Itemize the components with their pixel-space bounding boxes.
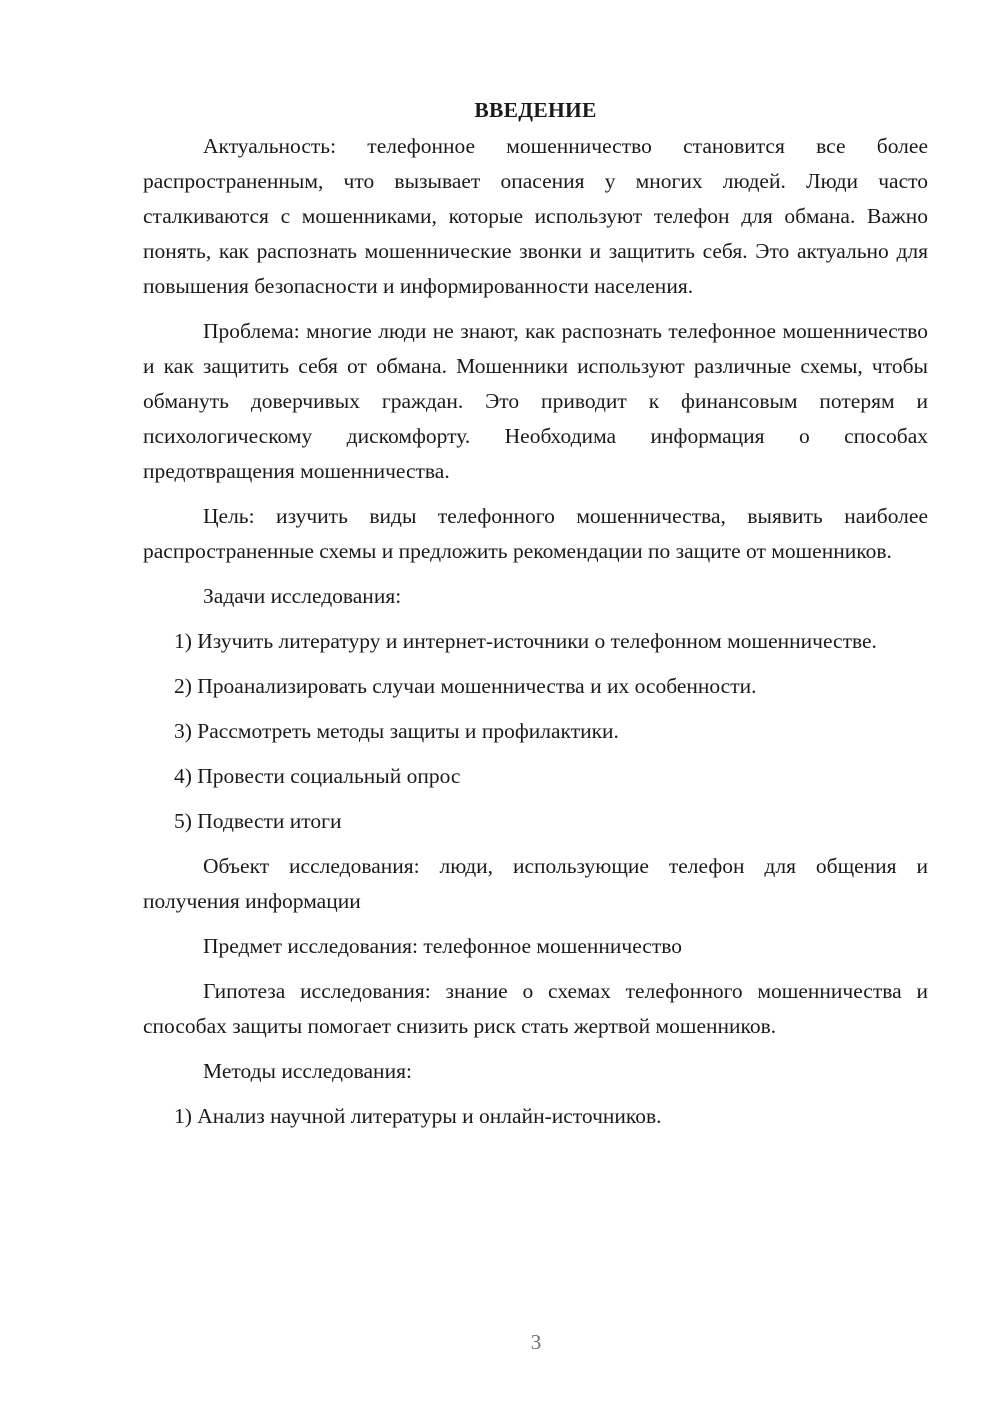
paragraph-subject: Предмет исследования: телефонное мошенничество — [203, 934, 682, 958]
document-page — [143, 92, 928, 1144]
paragraph-object: Объект исследования: люди, использующие телефон для общения и получения информации — [143, 854, 928, 913]
paragraph-relevance: Актуальность: телефонное мошенничество становится все более распространенным, что вызывает опасения у многих людей. Люди часто сталкиваются с мошенниками, которые используют телефон для обмана. Важно понять, как распознать мошеннические звонки и защитить себя. Это актуально для повышения безопасности и информированности населения. — [143, 134, 928, 298]
paragraph-problem: Проблема: многие люди не знают, как распознать телефонное мошенничество и как защитить себя от обмана. Мошенники используют различные схемы, чтобы обмануть доверчивых граждан. Это приводит к финансовым потерям и психологическому дискомфорту. Необходима информация о способах предотвращения мошенничества. — [143, 319, 928, 483]
list-item: 5) Подвести итоги — [174, 809, 342, 833]
paragraph-methods-heading: Методы исследования: — [203, 1059, 412, 1083]
list-item: 4) Провести социальный опрос — [174, 764, 461, 788]
paragraph-goal: Цель: изучить виды телефонного мошенничества, выявить наиболее распространенные схемы и предложить рекомендации по защите от мошенников. — [143, 504, 928, 563]
list-item: 3) Рассмотреть методы защиты и профилактики. — [174, 719, 619, 743]
list-item: 2) Проанализировать случаи мошенничества и их особенности. — [174, 674, 757, 698]
list-item: 1) Анализ научной литературы и онлайн-источников. — [174, 1104, 662, 1128]
list-item: 1) Изучить литературу и интернет-источники о телефонном мошенничестве. — [174, 629, 877, 653]
paragraph-tasks-heading: Задачи исследования: — [203, 584, 402, 608]
paragraph-hypothesis: Гипотеза исследования: знание о схемах телефонного мошенничества и способах защиты помогает снизить риск стать жертвой мошенников. — [143, 979, 928, 1038]
section-title: ВВЕДЕНИЕ — [474, 98, 597, 122]
page-number: 3 — [530, 1330, 542, 1354]
